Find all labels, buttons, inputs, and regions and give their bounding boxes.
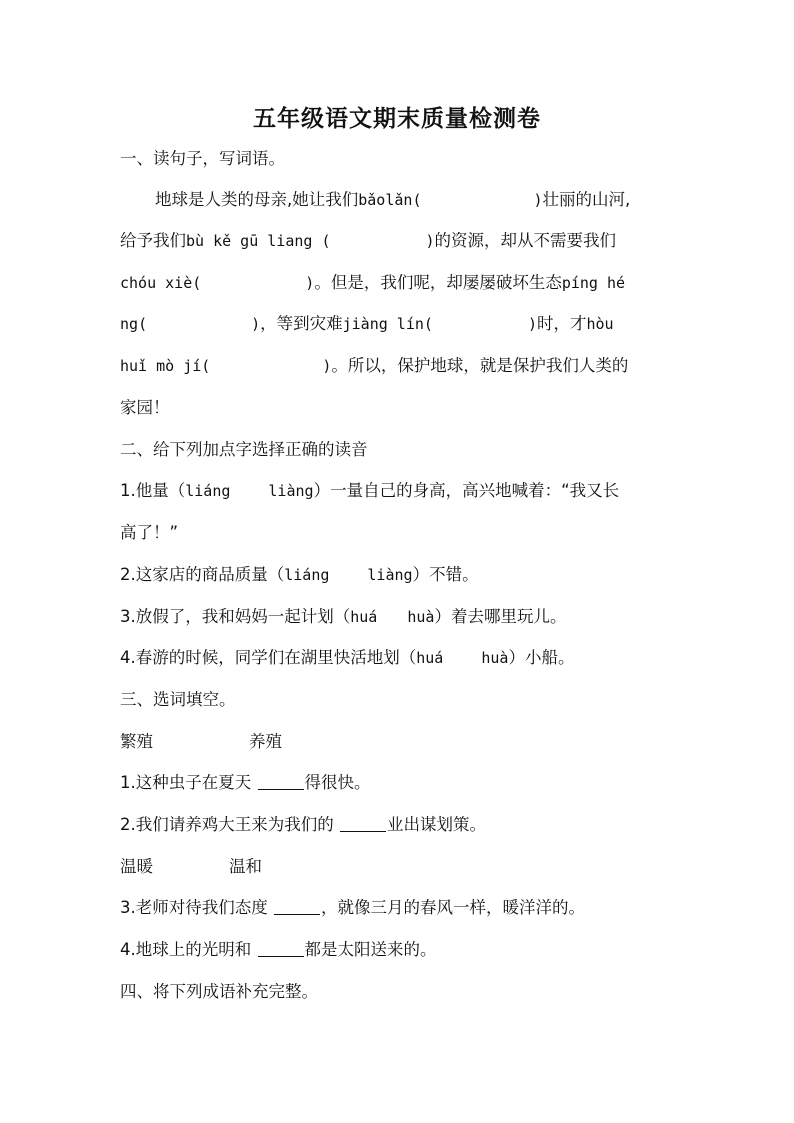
word-option: 养殖 <box>249 732 282 751</box>
s1-line2 <box>120 230 616 252</box>
paren-open: ( <box>412 191 422 209</box>
fill-blank[interactable] <box>258 940 304 957</box>
paren-close: ) <box>251 315 261 333</box>
option-liang2[interactable]: liáng <box>185 482 231 500</box>
option-hua4[interactable]: huà <box>481 649 509 667</box>
word-pair-2 <box>120 856 262 878</box>
q1-stem-end: ）一量自己的身高，高兴地喊着：“我又长 <box>313 481 620 500</box>
s1-text: 时，才 <box>536 314 587 333</box>
q-stem-end: ，就像三月的春风一样，暖洋洋的。 <box>321 898 585 917</box>
q2-stem: 2.这家店的商品质量（ <box>120 565 285 584</box>
q-stem: 1.这种虫子在夏天 <box>120 773 252 792</box>
s3-q3 <box>120 897 585 919</box>
s2-q3 <box>120 606 566 628</box>
option-liang2[interactable]: liáng <box>284 566 330 584</box>
q-stem-end: 得很快。 <box>304 773 371 792</box>
s2-q4 <box>120 647 574 669</box>
s1-line6: 家园！ <box>120 398 170 417</box>
s1-text: 的资源，却从不需要我们 <box>434 231 617 250</box>
paren-close: ) <box>305 274 315 292</box>
s2-q1-cont: 高了！” <box>120 523 179 542</box>
paren-close: ) <box>533 191 543 209</box>
option-liang4[interactable]: liàng <box>367 566 413 584</box>
word-option: 温暖 <box>120 857 153 876</box>
word-option: 温和 <box>229 857 262 876</box>
s1-text: ，等到灾难 <box>260 314 343 333</box>
s2-q1 <box>120 480 619 502</box>
s3-q4 <box>120 939 437 961</box>
section2-heading: 二、给下列加点字选择正确的读音 <box>120 440 368 459</box>
pinyin-bukeguliang: bù kě gū liang <box>186 232 313 250</box>
pinyin-chouxie: chóu xiè <box>120 274 193 292</box>
pinyin-baolan: bǎolǎn <box>358 191 413 209</box>
q-stem-end: 都是太阳送来的。 <box>304 940 437 959</box>
s1-line3 <box>120 272 625 294</box>
paren-open: ( <box>192 274 202 292</box>
paren-open: ( <box>138 315 148 333</box>
pinyin-jianglin: jiàng lín <box>342 315 424 333</box>
page-title: 五年级语文期末质量检测卷 <box>253 105 541 132</box>
s1-text: 。所以，保护地球，就是保护我们人类的 <box>331 356 629 375</box>
q-stem-end: 业出谋划策。 <box>387 815 486 834</box>
q2-stem-end: ）不错。 <box>412 565 479 584</box>
pinyin-hou: hòu <box>586 315 614 333</box>
section3-heading: 三、选词填空。 <box>120 690 236 709</box>
word-pair-1 <box>120 731 282 753</box>
word-option: 繁殖 <box>120 732 153 751</box>
s1-line5 <box>120 355 628 377</box>
s1-text: 地球是人类的母亲,她让我们 <box>155 190 359 209</box>
q4-stem: 4.春游的时候，同学们在湖里快活地划（ <box>120 648 417 667</box>
q-stem: 3.老师对待我们态度 <box>120 898 268 917</box>
s1-text: 。但是，我们呢，却屡屡破坏生态 <box>314 273 562 292</box>
section4-heading: 四、将下列成语补充完整。 <box>120 982 318 1001</box>
paren-open: ( <box>201 357 211 375</box>
fill-blank[interactable] <box>274 898 320 915</box>
fill-blank[interactable] <box>340 815 386 832</box>
paren-close: ) <box>425 232 435 250</box>
q3-stem: 3.放假了，我和妈妈一起计划（ <box>120 607 351 626</box>
paren-open: ( <box>423 315 433 333</box>
q-stem: 2.我们请养鸡大王来为我们的 <box>120 815 334 834</box>
s3-q1 <box>120 772 371 794</box>
pinyin-huimoji: huǐ mò jí <box>120 357 202 375</box>
s1-text: 壮丽的山河, <box>542 190 631 209</box>
option-hua2[interactable]: huá <box>350 608 378 626</box>
s1-text: 给予我们 <box>120 231 186 250</box>
fill-blank[interactable] <box>258 773 304 790</box>
pinyin-pingheng: píng hé <box>561 274 626 292</box>
q-stem: 4.地球上的光明和 <box>120 940 252 959</box>
s1-line4 <box>120 313 614 335</box>
s3-q2 <box>120 814 486 836</box>
option-hua2[interactable]: huá <box>416 649 444 667</box>
pinyin-ng: ng <box>120 315 139 333</box>
s1-line1 <box>155 189 630 211</box>
q4-stem-end: ）小船。 <box>508 648 575 667</box>
paren-close: ) <box>322 357 332 375</box>
section1-heading: 一、读句子，写词语。 <box>120 149 285 168</box>
option-hua4[interactable]: huà <box>407 608 435 626</box>
option-liang4[interactable]: liàng <box>268 482 314 500</box>
q1-stem: 1.他量（ <box>120 481 186 500</box>
paren-close: ) <box>527 315 537 333</box>
paren-open: ( <box>312 232 331 250</box>
q3-stem-end: ）着去哪里玩儿。 <box>434 607 567 626</box>
s2-q2 <box>120 564 479 586</box>
